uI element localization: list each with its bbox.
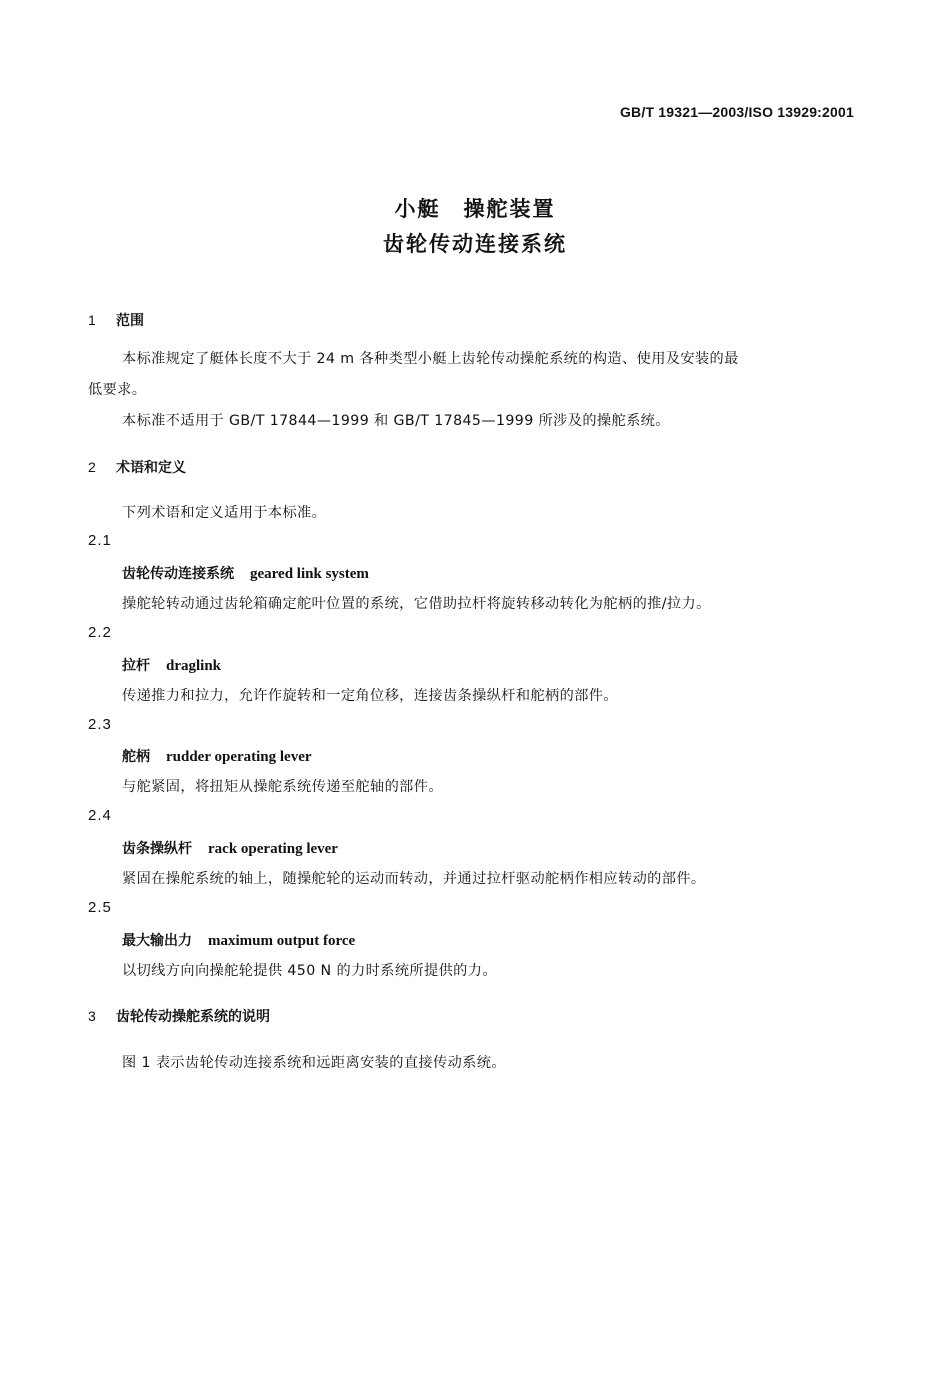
section-heading-scope [88, 310, 144, 330]
section-number: 3 [88, 1008, 96, 1024]
term-zh: 拉杆 [122, 658, 150, 674]
term-definition: 与舵紧固，将扭矩从操舵系统传递至舵轴的部件。 [122, 779, 443, 795]
section-title: 术语和定义 [116, 460, 186, 476]
section-heading-terms [88, 457, 186, 477]
term-en: rudder operating lever [166, 749, 312, 765]
term-en: draglink [166, 658, 222, 674]
term-en: maximum output force [208, 933, 356, 949]
term-heading [122, 838, 338, 858]
term-heading [122, 746, 312, 766]
term-heading [122, 655, 221, 675]
scope-paragraph-1-line-1: 本标准规定了艇体长度不大于 24 m 各种类型小艇上齿轮传动操舵系统的构造、使用及安装的最 [122, 351, 739, 367]
term-zh: 最大输出力 [122, 933, 192, 949]
document-title-line-1: 小艇 操舵装置 [394, 197, 556, 221]
term-number: 2.4 [88, 807, 112, 824]
term-number: 2.1 [88, 532, 112, 549]
term-zh: 舵柄 [122, 749, 150, 765]
standard-code: GB/T 19321—2003/ISO 13929:2001 [619, 104, 854, 120]
section-title: 范围 [116, 313, 144, 329]
term-zh: 齿轮传动连接系统 [122, 566, 234, 582]
term-number: 2.2 [88, 624, 112, 641]
description-paragraph: 图 1 表示齿轮传动连接系统和远距离安装的直接传动系统。 [122, 1055, 506, 1071]
term-en: geared link system [250, 566, 369, 582]
term-number: 2.5 [88, 899, 112, 916]
section-title: 齿轮传动操舵系统的说明 [116, 1009, 270, 1025]
scope-paragraph-1-line-2: 低要求。 [88, 382, 147, 398]
terms-intro: 下列术语和定义适用于本标准。 [122, 505, 327, 521]
term-definition: 紧固在操舵系统的轴上，随操舵轮的运动而转动，并通过拉杆驱动舵柄作相应转动的部件。 [122, 871, 706, 887]
term-definition: 传递推力和拉力，允许作旋转和一定角位移，连接齿条操纵杆和舵柄的部件。 [122, 688, 618, 704]
term-definition: 操舵轮转动通过齿轮箱确定舵叶位置的系统，它借助拉杆将旋转移动转化为舵柄的推/拉力。 [122, 596, 711, 612]
term-heading [122, 930, 355, 950]
document-title-line-2: 齿轮传动连接系统 [383, 232, 567, 256]
term-number: 2.3 [88, 716, 112, 733]
section-number: 2 [88, 459, 96, 475]
term-zh: 齿条操纵杆 [122, 841, 192, 857]
term-en: rack operating lever [208, 841, 338, 857]
scope-paragraph-2: 本标准不适用于 GB/T 17844—1999 和 GB/T 17845—1999 所涉及的操舵系统。 [122, 413, 670, 429]
section-number: 1 [88, 312, 96, 328]
term-definition: 以切线方向向操舵轮提供 450 N 的力时系统所提供的力。 [122, 963, 497, 979]
term-heading [122, 563, 369, 583]
section-heading-description [88, 1006, 270, 1026]
